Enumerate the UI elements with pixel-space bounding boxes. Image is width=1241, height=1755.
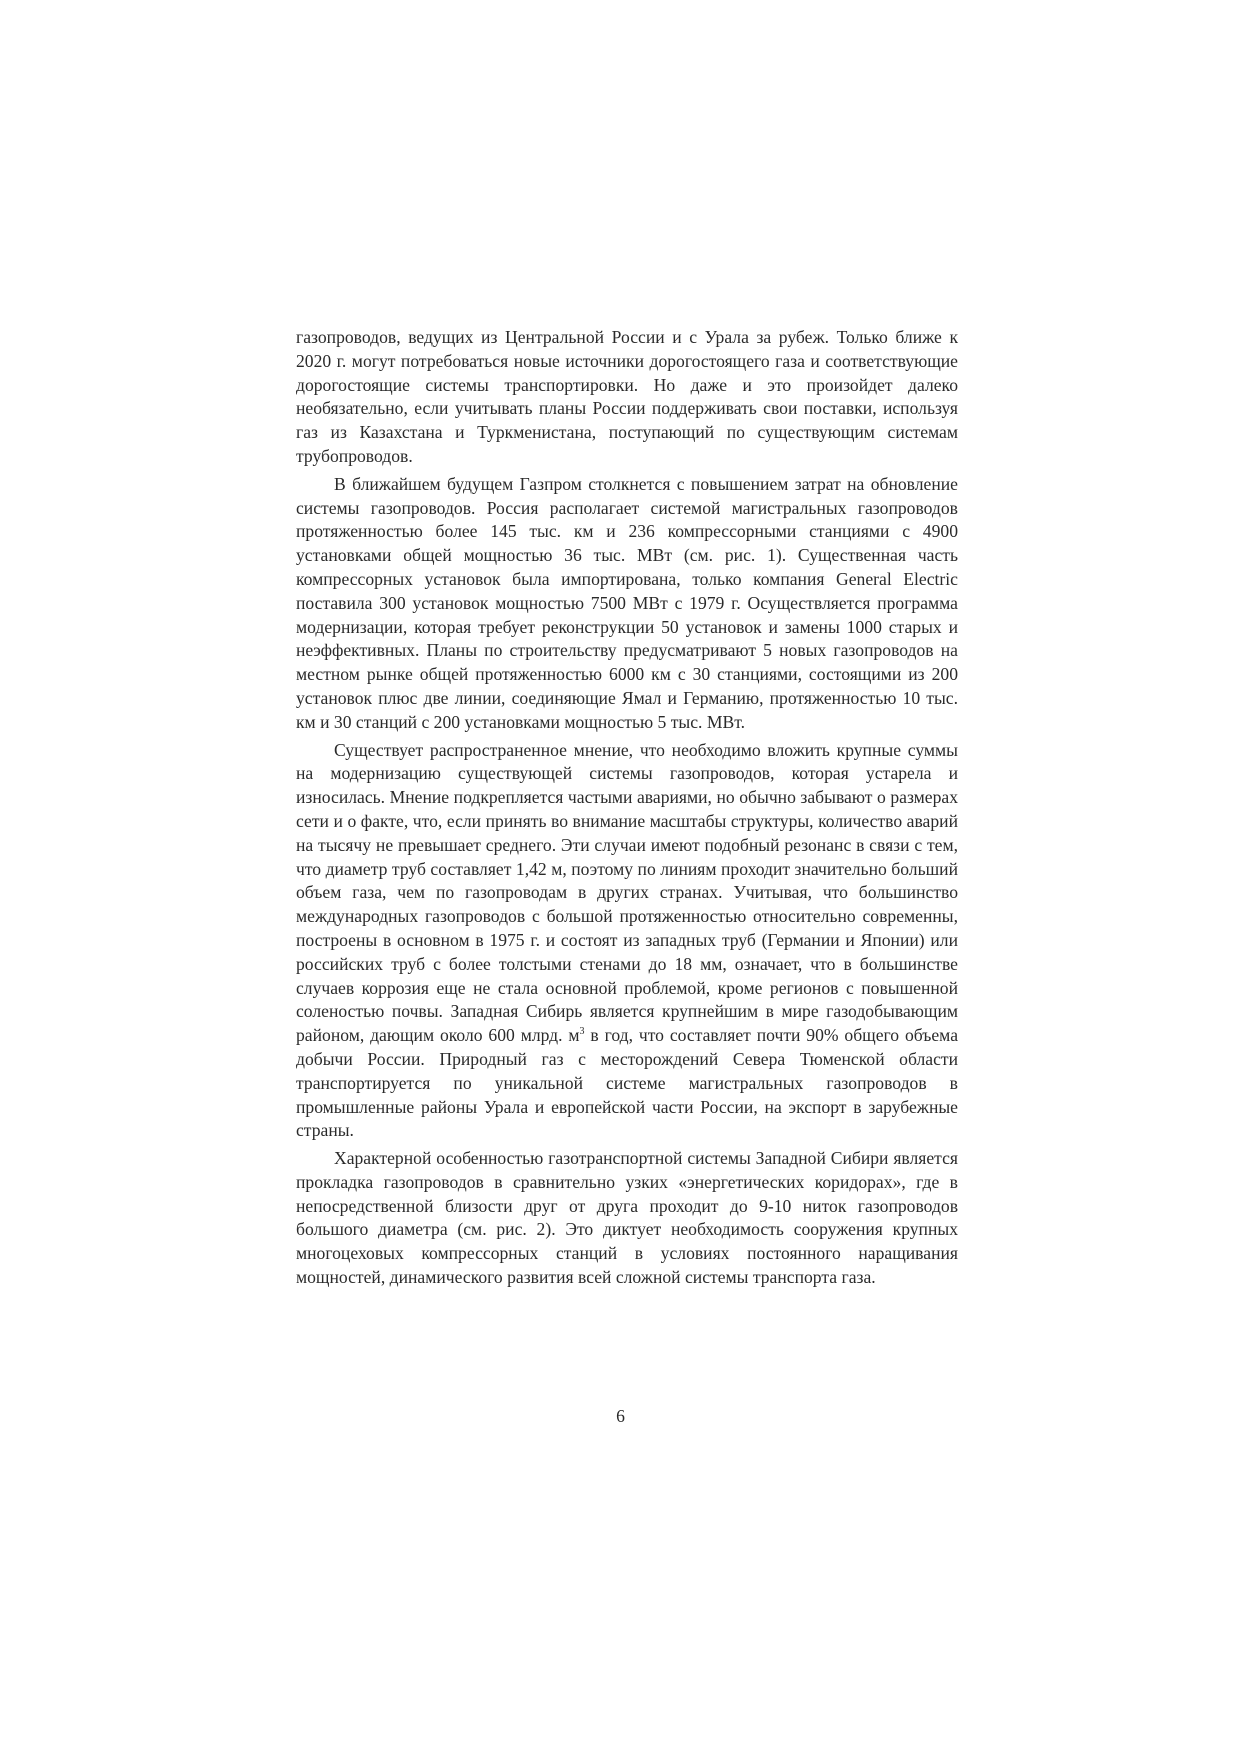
paragraph-2: В ближайшем будущем Газпром столкнется с повышением затрат на обновление системы газопроводов. Россия располагает системой магистральных газопроводов протяженностью более 145 тыс. км и 236 компрессорными станциями с 4900 установками общей мощностью 36 тыс. МВт (см. рис. 1). Существенная часть компрессорных установок была импортирована, только компания General Electric поставила 300 установок мощностью 7500 МВт с 1979 г. Осуществляется программа модернизации, которая требует реконструкции 50 установок и замены 1000 старых и неэффективных. Планы по строительству предусматривают 5 новых газопроводов на местном рынке общей протяженностью 6000 км с 30 станциями, состоящими из 200 установок плюс две линии, соединяющие Ямал и Германию, протяженностью 10 тыс. км и 30 станций с 200 установками мощностью 5 тыс. МВт. [296, 473, 958, 732]
paragraph-3 [296, 739, 958, 1144]
paragraph-4: Характерной особенностью газотранспортной системы Западной Сибири является прокладка газопроводов в сравнительно узких «энергетических коридорах», где в непосредственной близости друг от друга проходит до 9-10 ниток газопроводов большого диаметра (см. рис. 2). Это диктует необходимость сооружения крупных многоцеховых компрессорных станций в условиях постоянного наращивания мощностей, динамического развития всей сложной системы транспорта газа. [296, 1148, 958, 1288]
body-text [296, 326, 958, 1294]
paragraph-3-text-b: в год, что составляет почти 90% общего объема добычи России. Природный газ с месторождений Севера Тюменской области транспортируется по уникальной системе магистральных газопроводов в промышленные районы Урала и европейской части России, на экспорт в зарубежные страны. [296, 1025, 959, 1141]
page-number: 6 [616, 1406, 625, 1426]
superscript-cubic: 3 [579, 1026, 585, 1038]
paragraph-1: газопроводов, ведущих из Центральной России и с Урала за рубеж. Только ближе к 2020 г. могут потребоваться новые источники дорогостоящего газа и соответствующие дорогостоящие системы транспортировки. Но даже и это произойдет далеко необязательно, если учитывать планы России поддерживать свои поставки, используя газ из Казахстана и Туркменистана, поступающий по существующим системам трубопроводов. [296, 327, 958, 466]
paragraph-3-text-a: Существует распространенное мнение, что необходимо вложить крупные суммы на модернизацию существующей системы газопроводов, которая устарела и износилась. Мнение подкрепляется частыми авариями, но обычно забывают о размерах сети и о факте, что, если принять во внимание масштабы структуры, количество аварий на тысячу не превышает среднего. Эти случаи имеют подобный резонанс в связи с тем, что диаметр труб составляет 1,42 м, поэтому по линиям проходит значительно больший объем газа, чем по газопроводам в других странах. Учитывая, что большинство международных газопроводов с большой протяженностью относительно современны, построены в основном в 1975 г. и состоят из западных труб (Германии и Японии) или российских труб с более толстыми стенами до 18 мм, означает, что в большинстве случаев коррозия еще не стала основной проблемой, кроме регионов с повышенной соленостью почвы. Западная Сибирь является крупнейшим в мире газодобывающим районом, дающим около 600 млрд. м [296, 739, 958, 1046]
